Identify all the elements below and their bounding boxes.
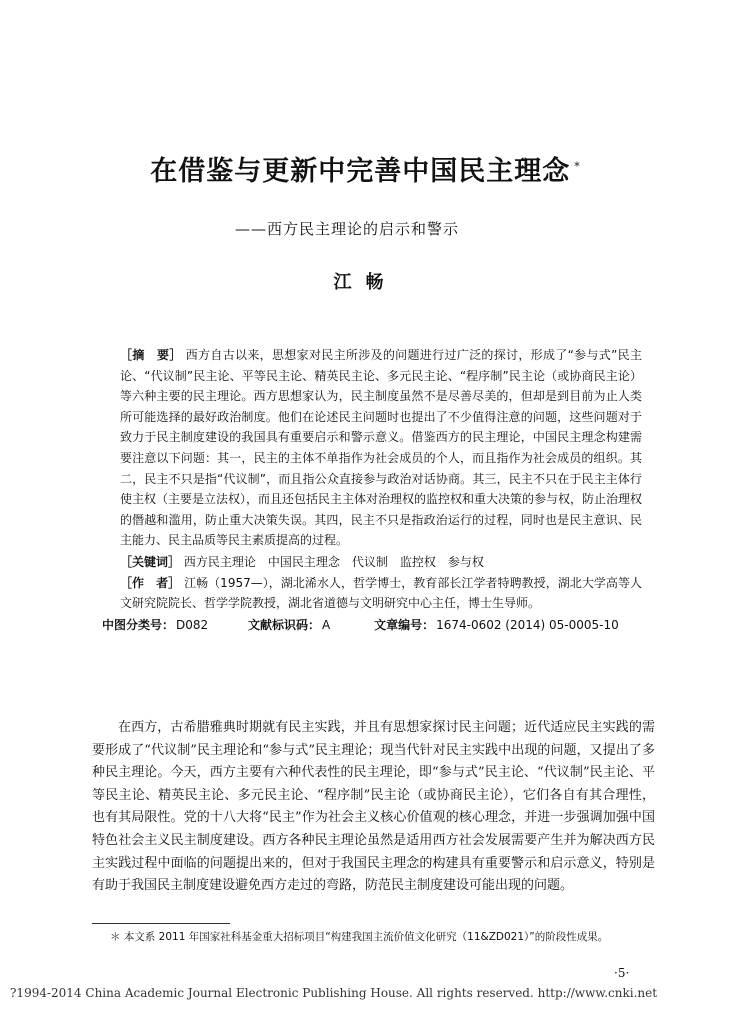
doc-code-label: 文献标识码： [248, 617, 321, 632]
abstract-rest: 民主论、“代议制”民主论、平等民主论、精英民主论、多元民主论、“程序制”民主论（或协商民主论）等六种主要的民主理论。西方思想家认为，民主制度虽然不是尽善尽美的，但却是到目前为止人类所可能选择的最好政治制度。他们在论述民主问题时也提出了不少值得注意的问题，这些问题对于致力于民主制度建设的我国具有重要启示和警示意义。借鉴西方的民主理论，中国民主理念构建需要注意以下问题：其一，民主的主体不单指作为社会成员的个人，而且指作为社会成员的组织。其二，民主不只是指“代议制”，而且指公众直接参与政治对话协商。其三，民主不只在于民主主体行使主权（主要是立法权），而且还包括民主主体对治理权的监控权和重大决策的参与权，防止治理权的僭越和滥用，防止重大决策失误。其四，民主不只是指政治运行的过程，同时也是民主意识、民主能力、民主品质等民主素质提高的过程。 [120, 348, 643, 548]
article-author: 江畅 [333, 272, 398, 293]
classification-line [92, 615, 642, 636]
title-block [0, 150, 731, 189]
abstract-label: ［摘 要］ [120, 348, 182, 362]
copyright-line: ?1994-2014 China Academic Journal Electronic Publishing House. All rights reserved. http://www.cnki.net [10, 986, 658, 1000]
keywords-line [92, 552, 642, 573]
keywords-label: ［关键词］ [120, 554, 181, 569]
footnote-divider [92, 923, 230, 924]
doc-code-value: A [322, 617, 331, 632]
author-info [92, 573, 642, 614]
article-number-value: 1674-0602 (2014) 05-0005-10 [436, 617, 619, 632]
article-title [0, 150, 731, 189]
abstract-paragraph [92, 345, 642, 551]
clc-label: 中图分类号： [102, 617, 175, 632]
abstract-first-line: 西方自古以来，思想家对民主所涉及的问题进行过广泛的探讨，形成了“参与式” [185, 348, 618, 362]
keywords-text: 西方民主理论 中国民主理念 代议制 监控权 参与权 [183, 554, 484, 569]
page-number: ·5· [614, 966, 630, 980]
abstract-block [92, 345, 642, 635]
clc-value: D082 [176, 617, 209, 632]
title-footnote-mark[interactable]: * [574, 160, 581, 173]
body-paragraph: 在西方，古希腊雅典时期就有民主实践，并且有思想家探讨民主问题；近代适应民主实践的需要形成了“代议制”民主理论和“参与式”民主理论；现当代针对民主实践中出现的问题，又提出了多种民主理论。今天，西方主要有六种代表性的民主理论，即“参与式”民主论、“代议制”民主论、平等民主论、精英民主论、多元民主论、“程序制”民主论（或协商民主论），它们各自有其合理性，也有其局限性。党的十八大将“民主”作为社会主义核心价值观的核心理念，并进一步强调加强中国特色社会主义民主制度建设。西方各种民主理论虽然是适用西方社会发展需要产生并为解决西方民主实践过程中面临的问题提出来的，但对于我国民主理念的构建具有重要警示和启示意义，特别是有助于我国民主制度建设避免西方走过的弯路，防范民主制度建设可能出现的问题。 [92, 720, 655, 894]
article-title-text: 在借鉴与更新中完善中国民主理念 [150, 156, 571, 187]
author-info-text: 江畅（1957—），湖北浠水人，哲学博士，教育部长江学者特聘教授，湖北大学高等人文研究院院长、哲学学院教授，湖北省道德与文明研究中心主任，博士生导师。 [120, 575, 642, 611]
footnote: ＊ 本文系 2011 年国家社科基金重大招标项目“构建我国主流价值文化研究（11&ZD021）”的阶段性成果。 [110, 931, 609, 943]
article-number-label: 文章编号： [374, 617, 435, 632]
article-subtitle: ——西方民主理论的启示和警示 [235, 220, 460, 238]
author-info-label: ［作 者］ [120, 575, 181, 590]
